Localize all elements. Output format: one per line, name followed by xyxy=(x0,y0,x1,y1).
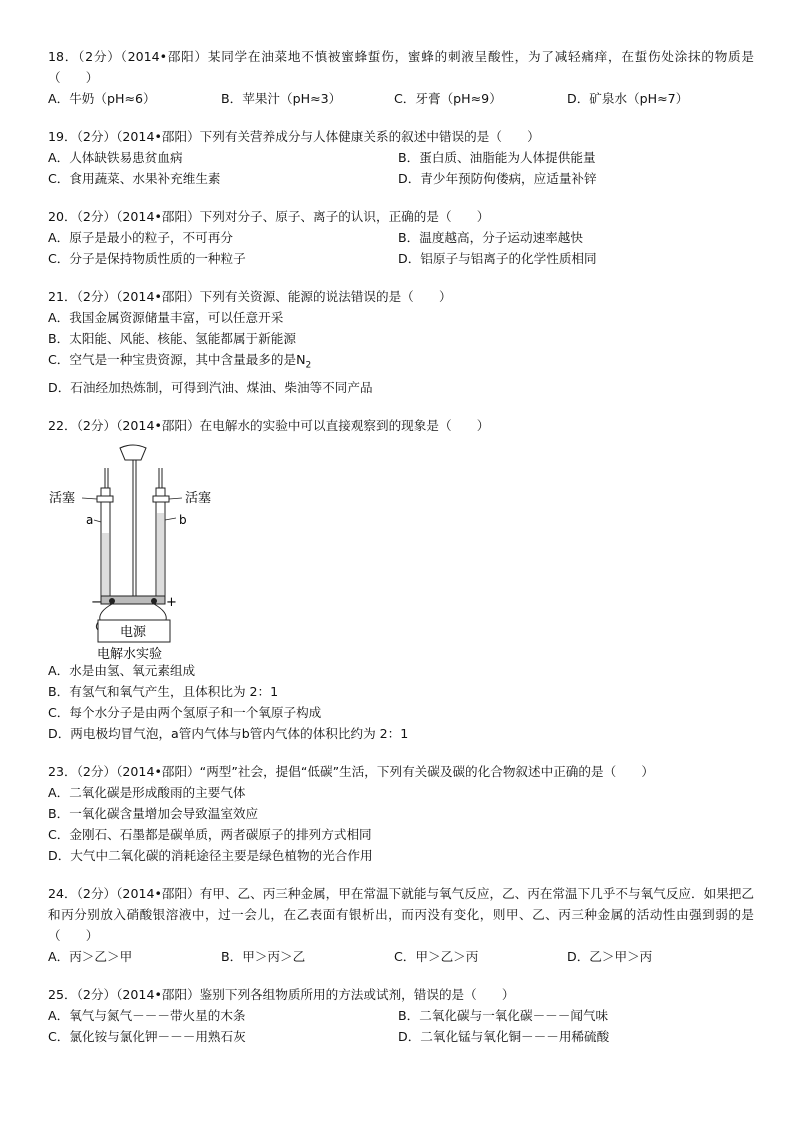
right-stopper-label: 活塞 xyxy=(185,490,212,506)
question-stem: 22．（2分）（2014•邵阳）在电解水的实验中可以直接观察到的现象是（ ） xyxy=(48,417,490,433)
option-d: D．二氧化锰与氧化铜－－－用稀硫酸 xyxy=(398,1028,610,1044)
option-a: A．氧气与氮气－－－带火星的木条 xyxy=(48,1007,246,1023)
positive-electrode-label: + xyxy=(166,594,177,610)
question-18 xyxy=(48,46,754,109)
question-stem: 23．（2分）（2014•邵阳）“两型”社会，提倡“低碳”生活，下列有关碳及碳的化合物叙述中正确的是（ ） xyxy=(48,763,654,779)
option-a: A．我国金属资源储量丰富，可以任意开采 xyxy=(48,310,284,325)
option-b: B．二氧化碳与一氧化碳－－－闻气味 xyxy=(398,1007,609,1023)
power-supply-label: 电源 xyxy=(120,624,147,640)
option-c: C．牙膏（pH≈9） xyxy=(394,91,502,106)
option-b: B．温度越高，分子运动速率越快 xyxy=(398,230,583,245)
option-c: C．甲＞乙＞丙 xyxy=(394,948,479,964)
option-d: D．大气中二氧化碳的消耗途径主要是绿色植物的光合作用 xyxy=(48,847,373,863)
question-22 xyxy=(48,415,754,744)
subscript: 2 xyxy=(305,360,312,371)
question-21 xyxy=(48,286,754,398)
option-a: A．水是由氢、氧元素组成 xyxy=(48,662,196,678)
question-stem: 20．（2分）（2014•邵阳）下列对分子、原子、离子的认识，正确的是（ ） xyxy=(48,209,490,224)
option-c: C．分子是保持物质性质的一种粒子 xyxy=(48,251,246,266)
option-c-text: C．空气是一种宝贵资源，其中含量最多的是N xyxy=(48,352,306,367)
options xyxy=(48,660,754,744)
exam-page xyxy=(48,46,754,1064)
option-a: A．原子是最小的粒子，不可再分 xyxy=(48,230,233,245)
option-d: D．铝原子与铝离子的化学性质相同 xyxy=(398,251,597,266)
question-stem: 21．（2分）（2014•邵阳）下列有关资源、能源的说法错误的是（ ） xyxy=(48,289,452,304)
option-d: D．石油经加热炼制，可得到汽油、煤油、柴油等不同产品 xyxy=(48,379,373,395)
options xyxy=(48,1005,754,1047)
option-c: C．金刚石、石墨都是碳单质，两者碳原子的排列方式相同 xyxy=(48,826,372,842)
figure-caption: 电解水实验 xyxy=(97,646,163,662)
option-a: A．人体缺铁易患贫血病 xyxy=(48,150,183,165)
option-d: D．青少年预防佝偻病，应适量补锌 xyxy=(398,171,597,186)
option-b: B．太阳能、风能、核能、氢能都属于新能源 xyxy=(48,331,296,346)
option-b: B．苹果汁（pH≈3） xyxy=(221,91,342,106)
question-23 xyxy=(48,761,754,866)
options xyxy=(48,307,754,398)
question-19 xyxy=(48,126,754,189)
option-a: A．牛奶（pH≈6） xyxy=(48,91,156,106)
option-c: C．食用蔬菜、水果补充维生素 xyxy=(48,171,221,186)
options-row xyxy=(48,946,754,967)
option-d: D．两电极均冒气泡，a管内气体与b管内气体的体积比约为 2：1 xyxy=(48,725,409,741)
option-c: C．每个水分子是由两个氢原子和一个氧原子构成 xyxy=(48,704,322,720)
question-stem: 18．（2分）（2014•邵阳）某同学在油菜地不慎被蜜蜂蜇伤，蜜蜂的刺液呈酸性，为了减轻痛痒，在蜇伤处涂抹的物质是（ ） xyxy=(48,49,754,85)
option-b: B．甲＞丙＞乙 xyxy=(221,948,306,964)
option-c xyxy=(48,349,754,377)
options-row xyxy=(48,88,754,109)
options xyxy=(48,227,754,269)
question-stem: 25．（2分）（2014•邵阳）鉴别下列各组物质所用的方法或试剂，错误的是（ ） xyxy=(48,986,515,1002)
option-d: D．矿泉水（pH≈7） xyxy=(567,91,689,106)
negative-electrode-label: − xyxy=(91,594,102,610)
question-25 xyxy=(48,984,754,1047)
option-b: B．一氧化碳含量增加会导致温室效应 xyxy=(48,805,259,821)
option-b: B．蛋白质、油脂能为人体提供能量 xyxy=(398,150,596,165)
question-20 xyxy=(48,206,754,269)
options xyxy=(48,147,754,189)
tube-a-label: a xyxy=(86,512,94,527)
option-a: A．二氧化碳是形成酸雨的主要气体 xyxy=(48,784,246,800)
option-c: C．氯化铵与氯化钾－－－用熟石灰 xyxy=(48,1028,246,1044)
option-a: A．丙＞乙＞甲 xyxy=(48,948,133,964)
option-b: B．有氢气和氧气产生，且体积比为 2：1 xyxy=(48,683,279,699)
question-stem: 19．（2分）（2014•邵阳）下列有关营养成分与人体健康关系的叙述中错误的是（ ） xyxy=(48,129,540,144)
options xyxy=(48,782,754,866)
question-24 xyxy=(48,883,754,967)
question-stem: 24．（2分）（2014•邵阳）有甲、乙、丙三种金属，甲在常温下就能与氧气反应，乙、丙在常温下几乎不与氧气反应．如果把乙和丙分别放入硝酸银溶液中，过一会儿，在乙表面有银析出，而丙没有变化，则甲、乙、丙三种金属的活动性由强到弱的是（ ） xyxy=(48,885,754,943)
electrolysis-apparatus-figure xyxy=(48,438,212,662)
tube-b-label: b xyxy=(179,512,187,527)
left-stopper-label: 活塞 xyxy=(49,490,76,506)
option-d: D．乙＞甲＞丙 xyxy=(567,948,653,964)
electrolysis-diagram xyxy=(48,438,212,662)
